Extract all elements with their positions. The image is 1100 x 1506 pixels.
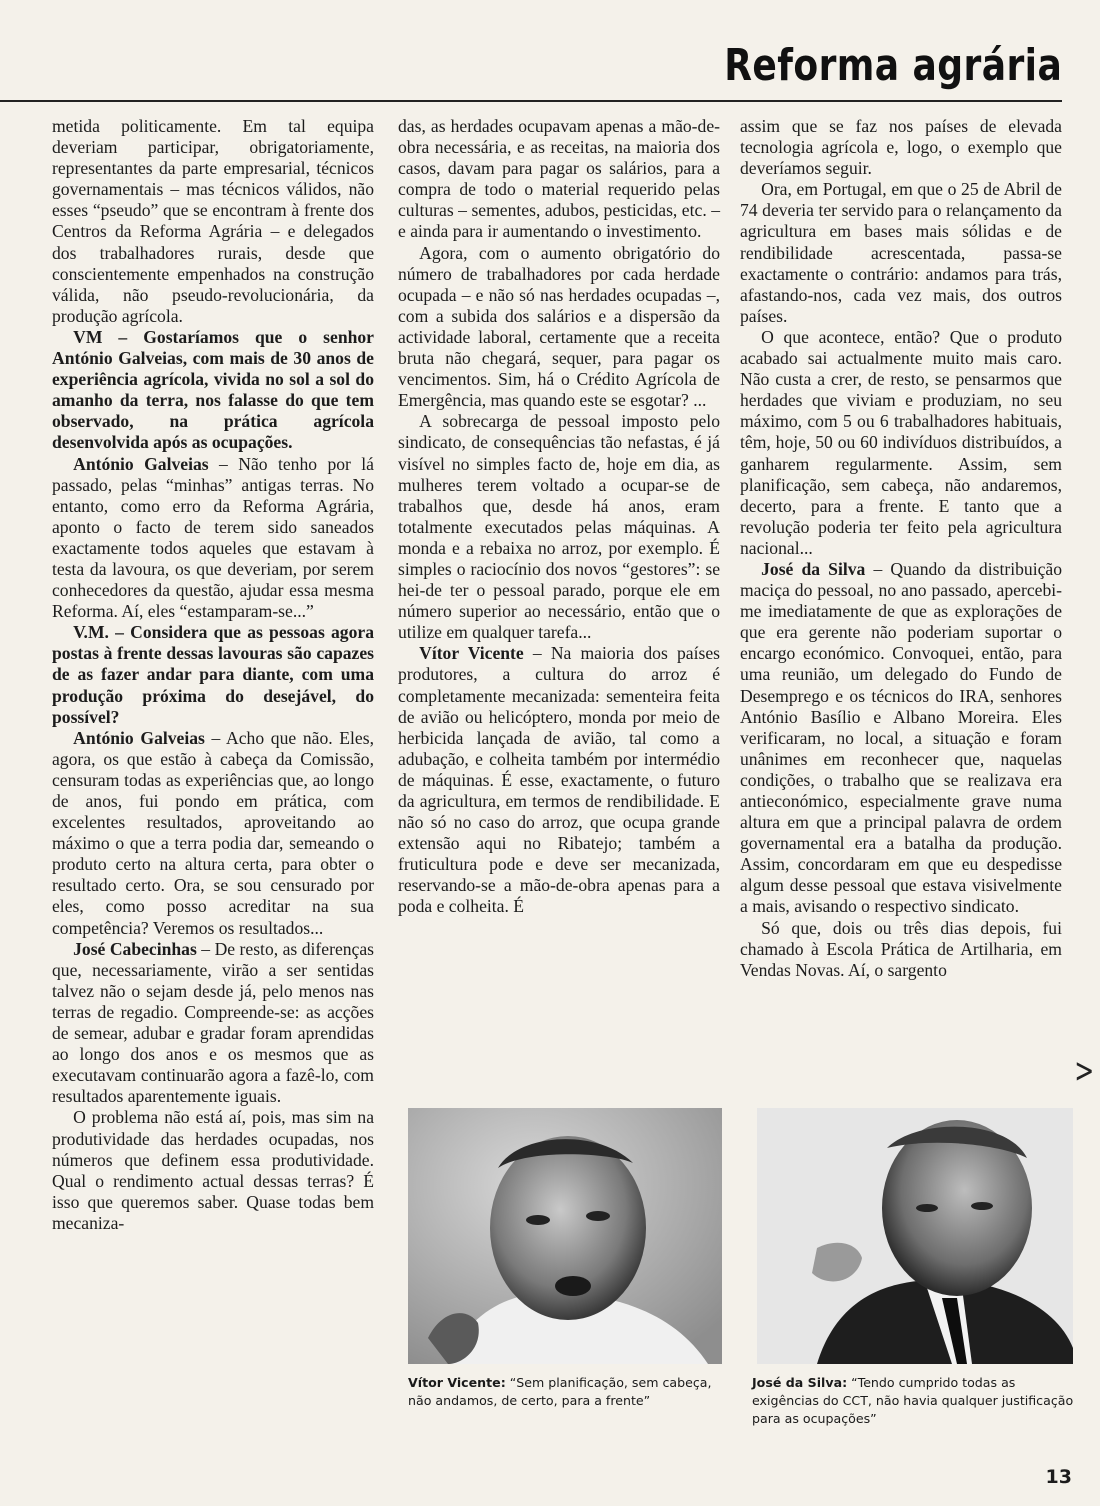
answer-text: – Acho que não. Eles, agora, os que estão à cabeça da Comissão, censuram todas as experiências que, ao longo de anos, fui pondo em prática, com excelentes resultados, aproveitando ao máximo o que a terra podia dar, semeando o produto certo na altura certa, para obter o resultado certo. Ora, se sou censurado por eles, como posso acreditar na sua competência? Veremos os resultados... — [52, 727, 374, 938]
photo-vitor-vicente — [408, 1108, 722, 1364]
caption-name: Vítor Vicente: — [408, 1375, 506, 1390]
interview-question: VM – Gostaríamos que o senhor António Galveias, com mais de 30 anos de experiência agrícola, vivida no sol a sol do amanho da terra, nos falasse do que tem observado, na prática agrícola desenvolvida após as ocupações. — [52, 326, 374, 453]
interview-answer — [740, 559, 1062, 918]
photo-jose-da-silva — [757, 1108, 1073, 1364]
speaker-name: Vítor Vicente — [419, 643, 524, 664]
article-paragraph: Só que, dois ou três dias depois, fui chamado à Escola Prática de Artilharia, em Vendas Novas. Aí, o sargento — [740, 917, 1062, 980]
portrait-jose-da-silva-image — [757, 1108, 1073, 1364]
article-column-2 — [398, 116, 720, 918]
interview-answer — [398, 643, 720, 917]
caption-name: José da Silva: — [752, 1375, 848, 1390]
interview-answer — [52, 939, 374, 1108]
speaker-name: José Cabecinhas — [73, 938, 197, 959]
article-column-1 — [52, 116, 374, 1234]
photo-caption-jose-da-silva — [752, 1374, 1074, 1428]
answer-text: – Não tenho por lá passado, pelas “minhas” antigas terras. No entanto, como erro da Reforma Agrária, aponto o facto de terem sido saneados exactamente todos aqueles que estavam à testa da lavoura, os que deveriam, por serem conhecedores da questão, ajudar essa mesma Reforma. Aí, eles “estamparam-se...” — [52, 453, 374, 622]
speaker-name: José da Silva — [761, 558, 866, 579]
page-number: 13 — [1045, 1466, 1072, 1488]
article-paragraph: metida politicamente. Em tal equipa deveriam participar, obrigatoriamente, representantes da parte empresarial, técnicos governamentais – mas técnicos válidos, não esses “pseudo” que se encontram à frente dos Centros da Reforma Agrária – e delegados dos trabalhadores rurais, desde que conscientemente empenhados na construção válida, não pseudo-revolucionária, da produção agrícola. — [52, 116, 374, 326]
article-paragraph: Ora, em Portugal, em que o 25 de Abril de 74 deveria ter servido para o relançamento da agricultura em bases mais sólidas e de rendibilidade acrescentada, passa-se exactamente o contrário: andamos para trás, afastando-nos, cada vez mais, dos outros países. — [740, 179, 1062, 326]
speaker-name: António Galveias — [73, 727, 205, 748]
answer-text: – De resto, as diferenças que, necessariamente, virão a ser sentidas talvez não o sejam desde já, pelo menos nas terras de regadio. Compreende-se: as acções de semear, adubar e gradar foram aprendidas ao longo dos anos e os mesmos que as executavam continuarão agora a fazê-lo, com resultados aparentemente iguais. — [52, 938, 375, 1107]
article-paragraph: assim que se faz nos países de elevada tecnologia agrícola e, logo, o exemplo que deveríamos seguir. — [740, 116, 1062, 179]
article-column-3 — [740, 116, 1062, 981]
interview-answer — [52, 454, 374, 623]
article-paragraph: O que acontece, então? Que o produto acabado sai actualmente muito mais caro. Não custa a crer, de resto, se pensarmos que herdades que viviam e produziam, no seu máximo, com 5 ou 6 trabalhadores habituais, têm, hoje, 50 ou 60 indivíduos distribuídos, a ganharem regularmente. Assim, sem planificação, sem cabeça, não andaremos, decerto, para a frente. E tanto que a revolução poderia ter feito pela agricultura nacional... — [740, 326, 1062, 558]
header-rule — [0, 100, 1062, 102]
answer-text: – Na maioria dos países produtores, a cultura do arroz é completamente mecanizada: sementeira feita de avião ou helicóptero, monda por meio de herbicida lançada de avião, tal como a adubação, e colheita também por intermédio de máquinas. É esse, exactamente, o futuro da agricultura, em termos de rendibilidade. E não só no caso do arroz, que ocupa grande extensão aqui no Ribatejo; também a fruticultura pode e deve ser mecanizada, reservando-se a mão-de-obra apenas para a poda e colheita. É — [398, 643, 720, 917]
portrait-vitor-vicente-image — [408, 1108, 722, 1364]
continue-arrow-icon: > — [1074, 1051, 1095, 1091]
article-paragraph: Agora, com o aumento obrigatório do número de trabalhadores por cada herdade ocupada – e não só nas herdades ocupadas –, com a subida dos salários e a dispersão da actividade laboral, certamente que a receita bruta não chegará, sequer, para pagar os vencimentos. Sim, há o Crédito Agrícola de Emergência, mas quando este se esgotar? ... — [398, 242, 720, 411]
interview-answer — [52, 728, 374, 939]
caption-text: “Tendo cumprido todas as exigências do CCT, não havia qualquer justificação para as ocupações” — [752, 1375, 1074, 1426]
answer-text: – Quando da distribuição maciça do pessoal, no ano passado, apercebi-me imediatamente de que as explorações de que era gerente não poderiam suportar o encargo económico. Convoquei, então, para uma reunião, um delegado do Fundo de Desemprego e os técnicos do IRA, senhores António Basílio e Albano Moreira. Eles verificaram, no local, a situação e foram unânimes em reconhecer que, naquelas condições, o trabalho que se realizava era antieconómico, especialmente grave numa altura em que a principal palavra de ordem governamental era a batalha da produção. Assim, concordaram em que eu despedisse algum desse pessoal que estava visivelmente a mais, avisando o respectivo sindicato. — [740, 558, 1062, 917]
article-paragraph: das, as herdades ocupavam apenas a mão-de-obra necessária, e as receitas, na maioria dos casos, davam para pagar os salários, para a compra de todo o material requerido pelas culturas – sementes, adubos, pesticidas, etc. – e ainda para ir aumentando o investimento. — [398, 116, 720, 242]
speaker-name: António Galveias — [73, 453, 209, 474]
interview-question: V.M. – Considera que as pessoas agora postas à frente dessas lavouras são capazes de as fazer andar para diante, com uma produção próxima do desejável, do possível? — [52, 622, 374, 727]
caption-text: “Sem planificação, sem cabeça, não andamos, de certo, para a frente” — [408, 1375, 712, 1408]
article-paragraph: O problema não está aí, pois, mas sim na produtividade das herdades ocupadas, nos números que definem essa produtividade. Qual o rendimento actual dessas terras? É isso que queremos saber. Quase todas bem mecaniza- — [52, 1107, 374, 1233]
section-title: Reforma agrária — [723, 40, 1062, 91]
photo-caption-vitor-vicente — [408, 1374, 724, 1410]
article-paragraph: A sobrecarga de pessoal imposto pelo sindicato, de consequências tão nefastas, é já visível no simples facto de, hoje em dia, as mulheres terem voltado a ocupar-se de trabalhos que, desde há anos, eram totalmente executados pelas máquinas. A monda e a rebaixa no arroz, por exemplo. É simples o raciocínio dos novos “gestores”: se hei-de ter o pessoal parado, porque ele em número superior ao necessário, então que o utilize em qualquer tarefa... — [398, 411, 720, 643]
